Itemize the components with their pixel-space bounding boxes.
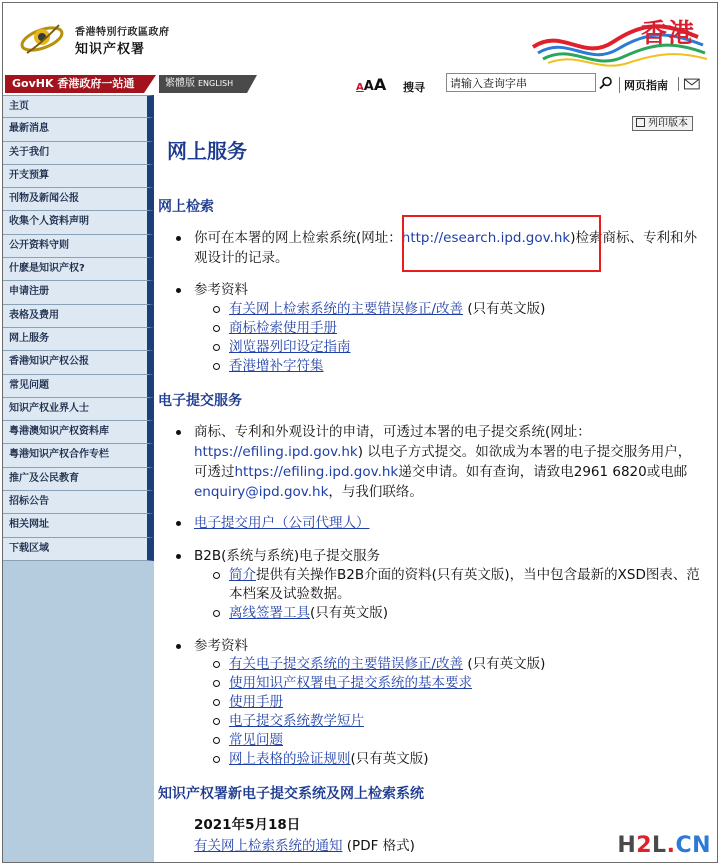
efiling-ref-link-3[interactable]: 使用手册 bbox=[229, 694, 283, 710]
sub-item-efiling-ref-6 bbox=[213, 750, 703, 769]
language-switcher bbox=[159, 75, 247, 93]
search-intro-text: 你可在本署的网上检索系统(网址： bbox=[194, 230, 402, 246]
browser-page bbox=[2, 2, 718, 863]
sub-bullet-ring bbox=[213, 661, 220, 668]
efiling-agent-link[interactable]: 电子提交用户（公司代理人） bbox=[194, 515, 370, 531]
brand-text: 香港 bbox=[640, 19, 695, 49]
section-heading-efiling: 电子提交服务 bbox=[158, 393, 242, 409]
sidebar-item-what-is-ip[interactable]: 什麽是知识产权? bbox=[3, 258, 154, 281]
sidebar-item-forms-fees[interactable]: 表格及费用 bbox=[3, 305, 154, 328]
sidebar-item-online-services[interactable]: 网上服务 bbox=[3, 328, 154, 351]
sidebar-item-about[interactable]: 关于我们 bbox=[3, 142, 154, 165]
url-highlight-box bbox=[402, 215, 601, 272]
mail-icon[interactable] bbox=[678, 77, 700, 91]
bullet-dot bbox=[176, 554, 181, 559]
b2b-intro-text: 提供有关操作B2B介面的资料(只有英文版)，当中包含最新的XSD图表、范本档案及试验数据。 bbox=[229, 567, 700, 602]
search-ref-link-1[interactable]: 有关网上检索系统的主要错误修正/改善 bbox=[229, 301, 464, 317]
b2b-label: B2B(系统与系统)电子提交服务 bbox=[194, 548, 381, 564]
sidebar-item-ip-practitioners[interactable]: 知识产权业界人士 bbox=[3, 398, 154, 421]
sidebar-item-publications[interactable]: 刊物及新闻公报 bbox=[3, 188, 154, 211]
announcement-item bbox=[194, 834, 415, 854]
govhk-link[interactable] bbox=[5, 75, 144, 93]
sub-item-search-ref-1 bbox=[213, 300, 703, 319]
esearch-url-link[interactable]: http://esearch.ipd.gov.hk bbox=[401, 230, 571, 246]
printer-icon bbox=[636, 118, 645, 127]
sidebar-item-education[interactable]: 推广及公民教育 bbox=[3, 468, 154, 491]
sub-bullet-ring bbox=[213, 737, 220, 744]
sub-bullet-ring bbox=[213, 680, 220, 687]
search-ref-link-3[interactable]: 浏览器列印设定指南 bbox=[229, 339, 351, 355]
enquiry-email-link[interactable]: enquiry@ipd.gov.hk bbox=[194, 484, 329, 500]
sub-bullet-ring bbox=[213, 718, 220, 725]
sub-bullet-ring bbox=[213, 363, 220, 370]
list-item-agent bbox=[176, 513, 701, 533]
sidebar-item-access-code[interactable]: 公开资料守则 bbox=[3, 235, 154, 258]
sub-item-efiling-ref-2 bbox=[213, 674, 703, 693]
esearch-notice-link[interactable]: 有关网上检索系统的通知 bbox=[194, 838, 343, 854]
list-item-b2b bbox=[176, 546, 701, 566]
sidebar-item-news[interactable]: 最新消息 bbox=[3, 118, 154, 141]
bullet-dot bbox=[176, 288, 181, 293]
section-heading-new-system: 知识产权署新电子提交系统及网上检索系统 bbox=[158, 786, 424, 802]
sidebar-item-gba-database[interactable]: 粤港澳知识产权资料库 bbox=[3, 421, 154, 444]
sub-item-search-ref-4 bbox=[213, 357, 703, 376]
government-name: 香港特別行政區政府 bbox=[75, 27, 170, 38]
sub-bullet-ring bbox=[213, 572, 220, 579]
efiling-ref-link-5[interactable]: 常见问题 bbox=[229, 732, 283, 748]
sidebar-item-registration[interactable]: 申请注册 bbox=[3, 281, 154, 304]
pdf-format-note: (PDF 格式) bbox=[342, 838, 415, 854]
font-size-controls bbox=[356, 75, 386, 94]
b2b-intro-link[interactable]: 简介 bbox=[229, 567, 256, 583]
efiling-url-link-2[interactable]: https://efiling.ipd.gov.hk bbox=[234, 464, 399, 480]
font-size-medium-button[interactable]: A bbox=[363, 79, 374, 94]
sub-item-efiling-ref-1 bbox=[213, 655, 703, 674]
govhk-label: GovHK 香港政府一站通 bbox=[12, 77, 135, 90]
bullet-dot bbox=[176, 644, 181, 649]
sub-item-b2b-intro bbox=[213, 566, 703, 604]
tab-slant-decoration bbox=[144, 75, 156, 93]
english-only-note: (只有英文版) bbox=[350, 751, 429, 767]
sidebar-menu bbox=[3, 95, 154, 561]
sub-item-search-ref-3 bbox=[213, 338, 703, 357]
sub-item-efiling-ref-5 bbox=[213, 731, 703, 750]
sub-bullet-ring bbox=[213, 699, 220, 706]
sidebar-item-home[interactable]: 主页 bbox=[3, 95, 154, 118]
section-heading-online-search: 网上检索 bbox=[158, 199, 214, 215]
ipd-logo-icon[interactable] bbox=[17, 15, 67, 61]
efiling-url-link[interactable]: https://efiling.ipd.gov.hk bbox=[194, 444, 358, 460]
traditional-chinese-link[interactable]: 繁體版 bbox=[165, 78, 195, 89]
announcement-date: 2021年5月18日 bbox=[194, 817, 301, 833]
sitemap-link[interactable]: 网页指南 bbox=[619, 77, 668, 93]
search-ref-link-2[interactable]: 商标检索使用手册 bbox=[229, 320, 337, 336]
print-version-button[interactable] bbox=[632, 116, 693, 131]
sidebar-item-faq[interactable]: 常见问题 bbox=[3, 375, 154, 398]
english-only-note: (只有英文版) bbox=[310, 605, 389, 621]
efiling-ref-link-4[interactable]: 电子提交系统教学短片 bbox=[229, 713, 364, 729]
list-item-efiling-intro bbox=[176, 422, 701, 502]
bullet-dot bbox=[176, 430, 181, 435]
sub-bullet-ring bbox=[213, 610, 220, 617]
sub-bullet-ring bbox=[213, 344, 220, 351]
sub-bullet-ring bbox=[213, 756, 220, 763]
top-navigation-bar bbox=[3, 73, 717, 95]
search-input[interactable] bbox=[446, 73, 596, 92]
sub-bullet-ring bbox=[213, 306, 220, 313]
english-only-note: (只有英文版) bbox=[463, 301, 546, 317]
efiling-ref-link-2[interactable]: 使用知识产权署电子提交系统的基本要求 bbox=[229, 675, 472, 691]
sidebar-item-ip-journal[interactable]: 香港知识产权公报 bbox=[3, 351, 154, 374]
sub-item-efiling-ref-3 bbox=[213, 693, 703, 712]
sidebar-item-downloads[interactable]: 下载区域 bbox=[3, 538, 154, 561]
offline-signing-tool-link[interactable]: 离线签署工具 bbox=[229, 605, 310, 621]
efiling-ref-link-6[interactable]: 网上表格的验证规则 bbox=[229, 751, 351, 767]
tab-slant-decoration bbox=[247, 75, 257, 93]
site-watermark: H2L.CN bbox=[617, 833, 711, 858]
list-item-efiling-references bbox=[176, 636, 701, 656]
sidebar-item-personal-data[interactable]: 收集个人资料声明 bbox=[3, 211, 154, 234]
search-icon[interactable] bbox=[599, 76, 613, 90]
efiling-text-b: ) 以电子方式提交。如欲成为本署的电子提交服务用户，可透过 bbox=[194, 444, 692, 480]
english-link[interactable]: ENGLISH bbox=[198, 79, 234, 88]
efiling-text-c: 递交申请。如有查询，请致电2961 6820或电邮 bbox=[398, 464, 688, 480]
sidebar bbox=[3, 95, 154, 863]
sub-item-efiling-ref-4 bbox=[213, 712, 703, 731]
font-size-large-button[interactable]: A bbox=[373, 75, 387, 94]
sub-item-b2b-tool bbox=[213, 604, 703, 623]
sub-item-search-ref-2 bbox=[213, 319, 703, 338]
bullet-dot bbox=[176, 236, 181, 241]
sidebar-item-budget[interactable]: 开支预算 bbox=[3, 165, 154, 188]
efiling-text-a: 商标、专利和外观设计的申请，可透过本署的电子提交系统(网址： bbox=[194, 424, 591, 440]
bullet-dot bbox=[176, 521, 181, 526]
sidebar-item-gd-hk-cooperation[interactable]: 粤港知识产权合作专栏 bbox=[3, 444, 154, 467]
list-item-search-references bbox=[176, 280, 701, 300]
main-content bbox=[154, 95, 717, 863]
search-ref-link-4[interactable]: 香港增补字符集 bbox=[229, 358, 324, 374]
sidebar-item-tenders[interactable]: 招标公告 bbox=[3, 491, 154, 514]
font-size-small-button[interactable]: A bbox=[356, 82, 364, 93]
page-title: 网上服务 bbox=[167, 139, 247, 163]
site-header bbox=[3, 3, 717, 73]
efiling-text-d: ，与我们联络。 bbox=[328, 484, 423, 500]
references-label: 参考资料 bbox=[194, 638, 248, 654]
efiling-ref-link-1[interactable]: 有关电子提交系统的主要错误修正/改善 bbox=[229, 656, 464, 672]
english-only-note: (只有英文版) bbox=[463, 656, 546, 672]
department-name: 知识产权署 bbox=[75, 42, 146, 57]
search-label: 搜寻 bbox=[403, 81, 425, 94]
sub-bullet-ring bbox=[213, 325, 220, 332]
sidebar-item-related-links[interactable]: 相关网址 bbox=[3, 514, 154, 537]
references-label: 参考资料 bbox=[194, 282, 248, 298]
search-intro-text-end: )检索商标、专利和外观设计的记录。 bbox=[194, 230, 697, 266]
print-version-label: 列印版本 bbox=[648, 118, 688, 129]
